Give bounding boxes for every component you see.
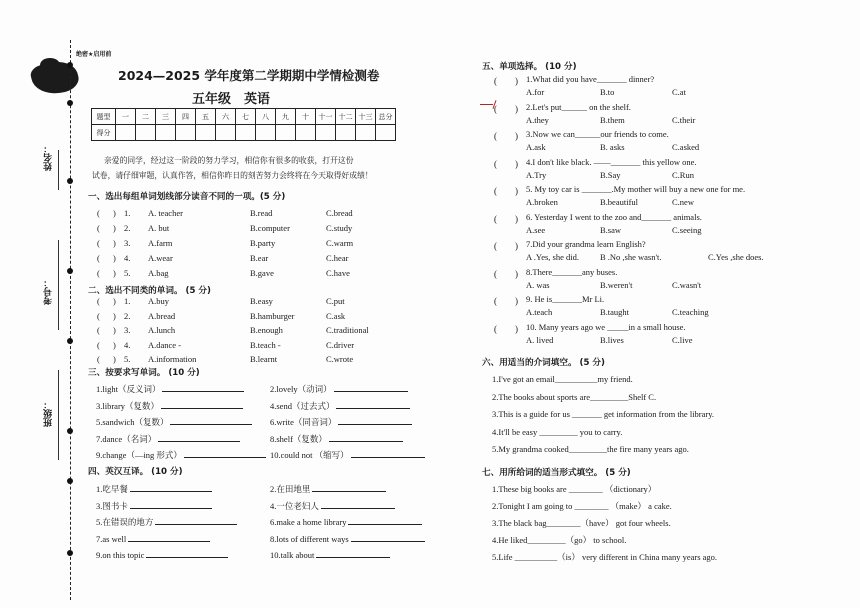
fill-item [270,416,412,428]
answer-paren[interactable]: ( ) [494,76,518,86]
option-c: C.hear [326,253,349,263]
score-header-cell: 十一 [316,109,336,125]
answer-paren-close: ) [113,268,116,278]
name-label: 姓名： [44,144,54,171]
question-number: 5. [124,354,131,364]
question-text: 5. My toy car is _______.My mother will buy a new one for me. [526,184,746,194]
section-4-title: 四、英汉互译。 (10 分) [88,467,183,477]
fill-item [96,433,240,445]
question-number: 4. [124,253,131,263]
fill-item-label: 4.一位老妇人 [270,500,319,511]
question-text: 6. Yesterday I went to the zoo and_______ animals. [526,211,702,222]
score-header-cell: 五 [196,109,216,125]
option-b: B.enough [250,325,283,335]
answer-paren[interactable]: ( ) [494,241,518,251]
fill-item-label: 9.change（—ing 形式） [96,450,182,460]
binding-dot [67,428,73,434]
answer-paren[interactable]: ( ) [494,296,518,306]
option-a: A.buy [148,296,170,306]
score-row-label: 得分 [92,125,116,141]
answer-line[interactable] [184,449,266,458]
score-input-cell[interactable] [116,125,136,141]
option-c: C.wasn't [672,279,702,290]
fill-item [96,416,252,428]
option-b: B.saw [600,224,622,235]
option-b: B .No ,she wasn't. [600,252,662,262]
answer-line[interactable] [321,500,395,509]
question-text: 8.There_______any buses. [526,266,618,277]
answer-paren-open: ( [97,238,100,248]
score-header-cell: 八 [256,109,276,125]
option-c: C.have [326,268,350,278]
score-input-cell[interactable] [336,125,356,141]
secret-mark: 绝密★启用前 [76,51,112,58]
answer-paren[interactable]: ( ) [494,213,518,224]
score-input-cell[interactable] [216,125,236,141]
section-1-title: 一、选出每组单词划线部分读音不同的一项。(5 分) [88,192,286,202]
fill-item-label: 1.吃早餐 [96,484,128,494]
score-input-cell[interactable] [356,125,376,141]
answer-line[interactable] [334,383,408,392]
binding-dot [67,478,73,484]
question-text: 10. Many years ago we _____in a small house. [526,321,686,332]
name-field-line [58,150,59,190]
fill-item [96,533,210,544]
fill-item-label: 3.library（复数） [96,400,160,411]
option-a: A.bag [148,268,169,278]
answer-paren[interactable]: ( ) [494,131,518,141]
answer-paren-open: ( [97,208,100,218]
score-header-cell: 十二 [336,109,356,125]
answer-line[interactable] [348,516,422,525]
question-text: 9. He is_______Mr Li. [526,294,605,304]
question-number: 3. [124,325,131,335]
answer-line[interactable] [130,483,212,492]
option-a: A. but [148,223,170,233]
fill-question: 5.My grandma cooked_________the fire many years ago. [492,444,689,454]
option-c: C.wrote [326,354,354,364]
option-b: B.lives [600,334,624,345]
fill-item [270,500,395,512]
fill-item [96,383,244,395]
answer-paren-close: ) [113,339,116,350]
option-b: B.learnt [250,354,278,364]
option-c: C.Yes ,she does. [708,252,764,262]
section-7-title: 七、用所给词的适当形式填空。 (5 分) [482,468,631,478]
score-input-cell[interactable] [276,125,296,141]
option-c: C.at [672,87,686,97]
answer-paren-open: ( [97,253,100,263]
answer-paren-close: ) [113,253,116,263]
option-c: C.teaching [672,307,709,317]
option-a: A. teacher [148,208,183,218]
question-number: 4. [124,339,131,350]
option-c: C.new [672,197,694,207]
answer-line[interactable] [329,433,403,442]
fill-item-label: 5.在错误的地方 [96,517,154,527]
option-b: B.to [600,87,615,97]
class-field-line [58,370,59,460]
answer-paren-close: ) [113,223,116,233]
answer-paren-open: ( [97,354,100,364]
answer-line[interactable] [170,416,252,425]
answer-line[interactable] [155,516,237,525]
binding-dot [67,100,73,106]
fill-item-label: 10.could not （缩写） [270,450,349,460]
fill-item [96,500,212,512]
answer-paren[interactable]: ( ) [494,158,518,169]
fill-item [96,400,243,412]
score-header-cell: 一 [116,109,136,125]
option-c: C.their [672,114,696,125]
answer-line[interactable] [158,433,240,442]
question-number: 2. [124,310,131,321]
option-a: A.see [526,224,546,235]
fill-item-label: 3.图书卡 [96,500,128,511]
fill-question: 4.It'll be easy _________ you to carry. [492,426,623,437]
fill-item [270,483,386,495]
section-2-title: 二、选出不同类的单词。 (5 分) [88,286,211,296]
fill-item [270,400,410,412]
question-text: 3.Now we can______our friends to come. [526,129,669,139]
answer-paren-open: ( [97,296,100,306]
question-number: 5. [124,268,131,278]
answer-paren[interactable]: ( ) [494,268,518,279]
option-b: B.taught [600,307,630,317]
score-table [91,108,396,141]
answer-paren-open: ( [97,223,100,233]
option-c: C.traditional [326,325,369,335]
option-a: A.for [526,87,545,97]
score-input-cell[interactable] [156,125,176,141]
option-b: B.beautiful [600,197,639,207]
option-a: A. lived [526,334,554,345]
score-header-cell: 三 [156,109,176,125]
option-b: B.easy [250,296,273,306]
option-b: B.gave [250,268,274,278]
answer-paren[interactable]: ( ) [494,186,518,196]
option-c: C.seeing [672,224,702,235]
answer-paren-close: ) [113,325,116,335]
exam-no-field-line [58,240,59,330]
answer-paren-open: ( [97,310,100,321]
answer-paren[interactable]: ( ) [494,103,518,114]
fill-question: 5.Life __________（is） very different in China many years ago. [492,552,718,562]
fill-item-label: 6.make a home library [270,517,347,527]
question-number: 1. [124,208,131,218]
ink-blot-small [40,58,60,72]
intro-line-1: 亲爱的同学，经过这一阶段的努力学习，相信你有很多的收获，打开这份 [104,156,354,165]
fill-item [96,483,212,495]
fill-item-label: 7.dance（名词） [96,433,157,444]
score-input-cell[interactable] [316,125,336,141]
score-input-cell[interactable] [296,125,316,141]
score-header-cell: 十三 [356,109,376,125]
answer-paren-close: ) [113,238,116,248]
fill-item [270,433,403,445]
option-b: B.read [250,208,273,218]
fill-item-label: 2.在田地里 [270,484,311,494]
score-header-cell: 六 [216,109,236,125]
option-b: B. asks [600,142,625,152]
answer-paren[interactable]: ( ) [494,323,518,334]
answer-paren-close: ) [113,310,116,321]
answer-line[interactable] [161,400,243,409]
fill-item [270,516,422,527]
option-a: A.bread [148,310,176,321]
answer-line[interactable] [162,383,244,392]
fill-item-label: 4.send（过去式） [270,400,335,411]
fill-question: 1.I've got an email__________my friend. [492,374,633,384]
option-a: A.broken [526,197,558,207]
score-header-cell: 四 [176,109,196,125]
question-text: 2.Let's put______ on the shelf. [526,101,631,112]
option-c: C.driver [326,339,355,350]
section-6-title: 六、用适当的介词填空。 (5 分) [482,358,605,368]
option-b: B.them [600,114,625,125]
score-header-cell: 二 [136,109,156,125]
answer-line[interactable] [316,549,390,558]
fill-item-label: 9.on this topic [96,550,145,560]
fill-question: 2.Tonight I am going to ________ （make） a cake. [492,501,672,511]
fill-item-label: 2.lovely（动词） [270,384,332,394]
option-b: B.hamburger [250,310,295,321]
fill-question: 3.The black bag________（have） got four wheels. [492,518,671,528]
section-3-title: 三、按要求写单词。 (10 分) [88,368,200,378]
option-a: A.information [148,354,197,364]
binding-dot [67,268,73,274]
option-a: A. was [526,279,550,290]
question-text: 4.I don't like black. ——_______ this yellow one. [526,156,697,167]
answer-paren-close: ) [113,208,116,218]
option-a: A.ask [526,142,546,152]
fill-item [270,449,425,461]
option-a: A.farm [148,238,173,248]
option-a: A.dance - [148,339,182,350]
option-b: B.ear [250,253,269,263]
fill-question: 1.These big books are ________ （dictionary） [492,484,657,494]
option-a: A.wear [148,253,173,263]
option-b: B.Say [600,169,621,180]
question-text: 1.What did you have_______ dinner? [526,74,655,84]
fill-item-label: 6.write（同音词） [270,417,337,427]
score-header-cell: 九 [276,109,296,125]
binding-dot [67,62,73,68]
score-input-cell[interactable] [196,125,216,141]
option-b: B.computer [250,223,290,233]
option-c: C.live [672,334,693,345]
option-c: C.bread [326,208,353,218]
question-number: 3. [124,238,131,248]
binding-dot [67,338,73,344]
fill-item-label: 8.shelf（复数） [270,433,327,444]
intro-line-2: 试卷，请仔细审题，认真作答，相信你昨日的刻苦努力会终将在今天取得好成绩！ [92,171,373,180]
option-a: A.teach [526,307,553,317]
fill-item [96,449,266,461]
answer-paren-open: ( [97,325,100,335]
fill-item [270,549,390,560]
score-input-cell[interactable] [136,125,156,141]
binding-dot [67,178,73,184]
binding-margin [0,0,86,608]
red-pen-mark [480,104,493,105]
option-b: B.teach - [250,339,281,350]
answer-paren-open: ( [97,268,100,278]
fill-item-label: 8.lots of different ways [270,533,349,544]
answer-line[interactable] [351,449,425,458]
fill-item [96,516,237,528]
fill-item [270,533,425,544]
option-a: A.lunch [148,325,176,335]
binding-dot [67,550,73,556]
answer-line[interactable] [351,533,425,542]
answer-line[interactable] [146,549,228,558]
fill-item-label: 5.sandwich（复数） [96,417,169,427]
exam-subtitle: 五年级 英语 [192,92,271,107]
answer-line[interactable] [130,500,212,509]
option-c: C.study [326,223,353,233]
option-a: A.Try [526,169,547,180]
score-input-cell[interactable] [376,125,396,141]
answer-line[interactable] [338,416,412,425]
fill-question: 3.This is a guide for us _______ get information from the library. [492,409,715,419]
fill-question: 2.The books about sports are_________Shelf C. [492,391,657,402]
option-c: C.Run [672,169,694,180]
option-a: A.they [526,114,549,125]
option-a: A .Yes, she did. [526,252,579,262]
option-c: C.put [326,296,345,306]
option-c: C.ask [326,310,346,321]
class-label: 班级： [44,400,54,427]
score-input-cell[interactable] [236,125,256,141]
answer-line[interactable] [336,400,410,409]
answer-paren-open: ( [97,339,100,350]
binding-line [70,40,71,600]
answer-line[interactable] [312,483,386,492]
score-header-cell: 题型 [92,109,116,125]
answer-paren-close: ) [113,296,116,306]
answer-paren-close: ) [113,354,116,364]
section-5-title: 五、单项选择。 (10 分) [482,62,577,72]
score-header-cell: 总分 [376,109,396,125]
fill-question: 4.He liked_________（go） to school. [492,535,627,545]
question-number: 1. [124,296,131,306]
score-header-cell: 七 [236,109,256,125]
question-text: 7.Did your grandma learn English? [526,239,646,249]
fill-item-label: 10.talk about [270,550,315,560]
fill-item [96,549,228,560]
exam-title: 2024—2025 学年度第二学期期中学情检测卷 [118,68,380,83]
option-c: C.warm [326,238,354,248]
answer-line[interactable] [128,533,210,542]
score-header-cell: 十 [296,109,316,125]
fill-item [270,383,408,395]
exam-no-label: 考号： [44,278,54,305]
question-number: 2. [124,223,131,233]
option-b: B.weren't [600,279,633,290]
score-input-cell[interactable] [256,125,276,141]
option-b: B.party [250,238,276,248]
score-input-cell[interactable] [176,125,196,141]
fill-item-label: 1.light（反义词） [96,384,161,394]
option-c: C.asked [672,142,700,152]
fill-item-label: 7.as well [96,533,127,544]
